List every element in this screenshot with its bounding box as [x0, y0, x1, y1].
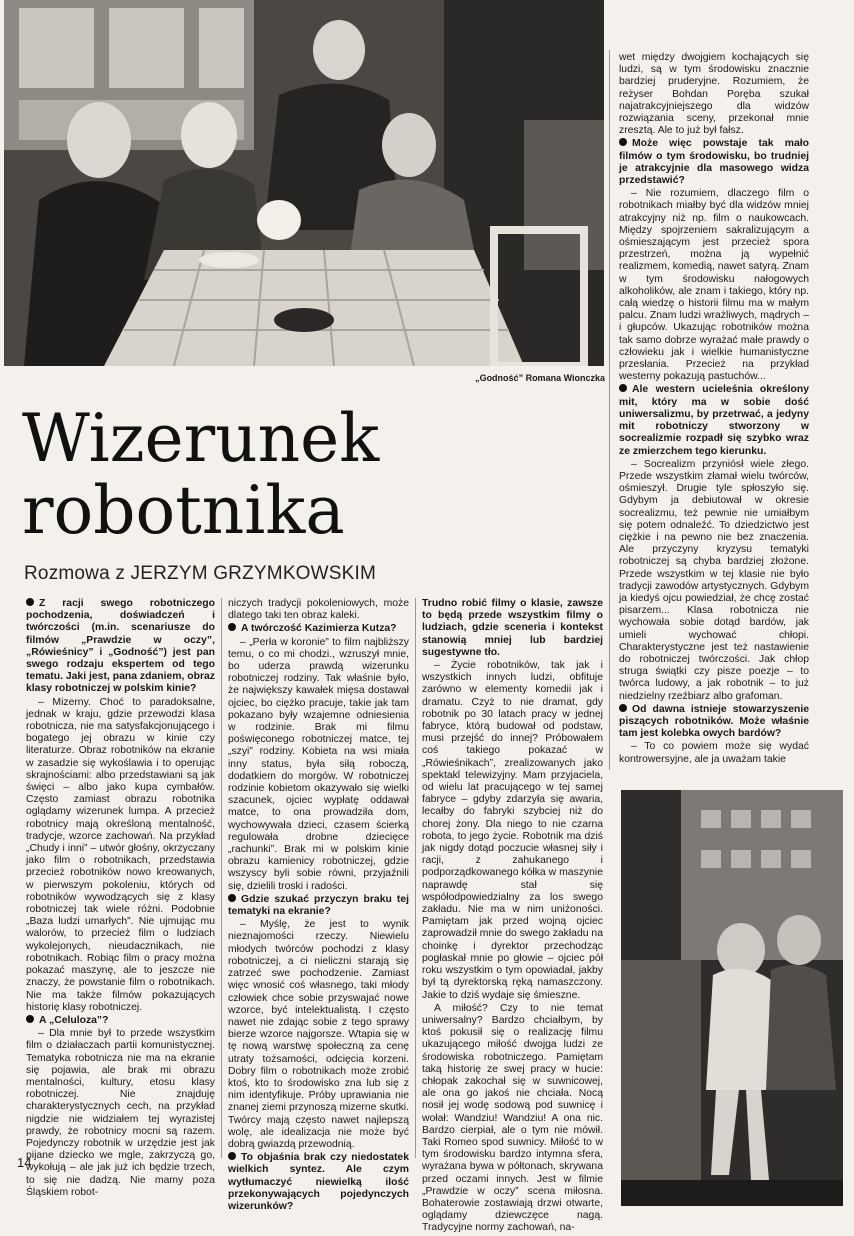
photo-caption: „Godność” Romana Wionczka	[475, 373, 605, 383]
bullet-dot-icon	[26, 598, 34, 606]
answer-paragraph: – Socrealizm przyniósł wiele złego. Przede wszystkim złamał wielu twórców, ośmieszył. Drugie tyle spłoszyło się. Gdybym ja debiutował w okresie socrealizmu, też pewnie nie umiałbym się potem odnaleźć. To dziedzictwo jest ciężkie i na pewno nie bez znaczenia. Ale przyczyny kryzysu tematyki robotniczej są chyba bardziej złożone. Przede wszystkim w tej klasie nie było tradycji zawodów artystycznych. Gdybym ja kiedyś ojcu powiedział, że chcę zostać pisarzem... Klasa robotnicza nie wychowała sobie dotąd bardów, jak umieli wychować chłopi. Charakterystyczne jest też nastawienie do robotniczej twórczości. Jak chłop struga świątki czy pisze poezje – to twórca ludowy, a jak robotnik – to już niedzielny rzeźbiarz albo grafoman.	[619, 458, 809, 702]
article-subtitle: Rozmowa z JERZYM GRZYMKOWSKIM	[24, 563, 377, 584]
question-paragraph: Z racji swego robotniczego pochodzenia, doświadczeń i twórczości (m.in. scenariusze do filmów „Prawdzie w oczy”, „Rówieśnicy” i „Godność”) jest pan swego rodzaju ekspertem od tego tematu. Jaki jest, pana zdaniem, obraz klasy robotniczej w polskim kinie?	[26, 598, 215, 695]
text-column-3	[422, 598, 603, 1236]
question-paragraph: Gdzie szukać przyczyn braku tej tematyki na ekranie?	[228, 893, 409, 918]
answer-paragraph: niczych tradycji pokoleniowych, może dlatego taki ten obraz kaleki.	[228, 598, 409, 622]
column-divider-2	[415, 598, 416, 1158]
bullet-dot-icon	[619, 384, 627, 392]
bullet-dot-icon	[228, 623, 236, 631]
answer-paragraph: – Myślę, że jest to wynik nieznajomości rzeczy. Niewielu młodych twórców pochodzi z klasy robotniczej, a ci nieliczni starają się zatrzeć swe pochodzenie. Zamiast więc wnosić coś własnego, taki młody człowiek chce sobie przyswajać nowe wzorce, być intelektualistą. I często nawet nie zdając sobie z tego sprawy bierze wzorce najgorsze. Wtapia się w tę nową warstwę społeczną za cenę utraty tożsamości, odcięcia korzeni. Dobry film o robotnikach może zrobić ktoś, kto to środowisko zna lub się z nim identyfikuje. Próby uprawiania nie znanej ziemi przynoszą mizerne skutki. Twórcy mają często nawet najlepszą wolę, ale idealizacja nie może być dobrą gwiazdą przewodnią.	[228, 919, 409, 1150]
bullet-dot-icon	[26, 1015, 34, 1023]
text-column-1	[26, 598, 215, 1200]
answer-paragraph: A miłość? Czy to nie temat uniwersalny? Bardzo chciałbym, by ktoś pokusił się o realizację filmu ukazującego miłość dwojga ludzi ze środowiska robotniczego. Pamiętam taką historię ze swej pracy w hucie: chłopak zakochał się w suwnicowej, ale ona go jakoś nie chciała. Nocą nosił jej wodę sodową pod suwnicę i wołał: Wandziu! Wandziu! A ona nic. Bardzo cierpiał, ale o tym nie mówił. Taki Romeo spod suwnicy. Miłość to w tym środowisku bardzo intymna sfera, wyrażana bywa w półtonach, skrywana przed oczami innych. Jest w filmie „Prawdzie w oczy” scena miłosna. Bohaterowie zostawiają drzwi otwarte, oglądamy dziewczęce nagą. Tradycyjne normy zachowań, na-	[422, 1002, 603, 1234]
bullet-dot-icon	[228, 894, 236, 902]
answer-paragraph: – Życie robotników, tak jak i wszystkich innych ludzi, obfituje zarówno w elementy komedii jak i dramatu. Czyż to nie dramat, gdy robotnik po 30 latach pracy w jednej fabryce, którą budował od podstaw, musi przejść do innej? Próbowałem coś takiego pokazać w „Rówieśnikach”, zrealizowanych jako spektakl telewizyjny. Mam przyjaciela, od wielu lat pracującego w tej samej fabryce – gdyby zdarzyła się awaria, lecałby do fabryki szybciej niż do chorej żony. Dla niego to nie czarna robota, to jego życie. Robotnik ma dziś jak nigdy dotąd poczucie własnej siły i racji, z zahukanego i podporządkowanego kółka w maszynie naprawdę stał się współodpowiedzialny za los swego zakładu. Nie ma w nim uniżoności. Pamiętam jak przed wojną ojciec zaprowadził mnie do swego zakładu na choinkę i dyrektor przechodząc pogłaskał mnie po głowie – ojciec pół roku wszystkim o tym opowiadał, jakby był tą dyrektorską ręką namaszczony. Jakie to dziś wydaje się śmieszne.	[422, 660, 603, 1001]
question-paragraph: Może więc powstaje tak mało filmów o tym środowisku, bo trudniej je atrakcyjnie dla masowego widza przedstawić?	[619, 138, 809, 187]
answer-paragraph: – Nie rozumiem, dlaczego film o robotnikach miałby być dla widzów mniej atrakcyjny niż np. film o naukowcach. Między spojrzeniem sakralizującym a ośmieszającym jest przecież spora przestrzeń, można ją wypełnić realizmem, komedią, nawet satyrą. Znam w tym środowisku nałogowych alkoholików, ale znam i takiego, który np. całą wiedzę o historii filmu ma w małym palcu. Znam ludzi wrażliwych, mądrych – i głupców. Ukazując robotników można tak samo dobrze wyrażać małe prawdy o człowieku jak i wielkie humanistyczne przesłania. Przecież na przykład westerny pokazują pastuchów...	[619, 188, 809, 383]
children-photo	[621, 790, 843, 1206]
question-paragraph: A „Celuloza”?	[26, 1015, 215, 1027]
column-divider-1	[221, 598, 222, 1158]
answer-paragraph: – To co powiem może się wydać kontrowersyjne, ale ja uważam takie	[619, 741, 809, 765]
bullet-dot-icon	[228, 1152, 236, 1160]
article-title-line2: robotnika	[22, 472, 345, 549]
bullet-dot-icon	[619, 138, 627, 146]
answer-paragraph: wet między dwojgiem kochających się ludzi, są w tym środowisku znacznie bardziej pruderyjne. Rozumiem, że reżyser Bohdan Poręba szukał najatrakcyjniejszego dla widzów rozwiązania sceny, przekonał mnie zresztą. Ale to już był fałsz.	[619, 52, 809, 137]
bullet-dot-icon	[619, 704, 627, 712]
question-paragraph: Trudno robić filmy o klasie, zawsze to będą przede wszystkim filmy o ludziach, gdzie sceneria i kontekst stanowią mniej lub bardziej sugestywne tło.	[422, 598, 603, 658]
answer-paragraph: – Mizerny. Choć to paradoksalne, jednak w kraju, gdzie przewodzi klasa robotnicza, nie ma satysfakcjonującego i bogatego jej obrazu w kinie czy literaturze. Obraz robotników na ekranie w zasadzie się wykoślawia i to operując skrajnościami: albo przedstawiani są jak święci – albo jako kupa cymbałów. Często zamiast obrazu robotnika oglądamy wizerunek lumpa. A przecież robotnicy mają określoną mentalność, tradycje, wzorce zachowań. Na przykład „Chudy i inni” – utwór głośny, okrzyczany jako film o robotnikach, przedstawia przecież robotników nowo kreowanych, w pierwszym pokoleniu, których od robotników wywodzących się z klasy robotniczej tak wiele różni. Podobnie „Baza ludzi umarłych”. Nie ujmując mu walorów, to przecież film o ludziach wykolejonych, nieudacznikach, nie robotnikach. Robiąc film o pracy można pokazać maszynę, ale to jeszcze nie znaczy, że powstanie film o robotnikach. Nie ma także filmów pokazujących historię klasy robotniczej.	[26, 696, 215, 1013]
text-column-2	[228, 598, 409, 1214]
film-still-photo	[4, 0, 604, 366]
text-column-4	[619, 52, 809, 767]
answer-paragraph: – „Perła w koronie” to film najbliższy temu, o co mi chodzi., wzruszył mnie, bo uderza prawdą wizerunku robotniczej rodziny. Tak właśnie było, że największy kawałek mięsa dostawał ojciec, bo ciężko pracuje, takie jak tam pokazano były wzajemne odniesienia w rodzinie. Brak mi filmu poświęconego robotniczej matce, tej „szyi” rodziny. Kobieta na wsi miała inny status, była siłą roboczą, dodatkiem do morgów. W robotniczej rodzinie kobietom okazywało się wielki szacunek, ojciec wypłatę oddawał matce, to ona prowadziła dom, wychowywała dzieci, czasem ścierką regulowała drobne dziecięce „rachunki”. Brak mi w polskim kinie obrazu kamienicy robotniczej, gdzie wszyscy byli sobie równi, przyjaźnili się, dzielili troski i radości.	[228, 636, 409, 892]
question-paragraph: Ale western ucieleśnia określony mit, który ma w sobie dość uniwersalizmu, by przetrwać, a jedyny mit robotniczy stworzony w socrealizmie rozpadł się szybko wraz ze zmierzchem tego kierunku.	[619, 384, 809, 457]
page-number: 14	[17, 1155, 32, 1170]
question-paragraph: A twórczość Kazimierza Kutza?	[228, 623, 409, 635]
question-paragraph: To objaśnia brak czy niedostatek wielkich syntez. Ale czym wytłumaczyć niewielką ilość przekonywających pojedynczych wizerunków?	[228, 1152, 409, 1212]
question-paragraph: Od dawna istnieje stowarzyszenie piszących robotników. Może właśnie tam jest kolebka owych bardów?	[619, 703, 809, 740]
column-divider-3	[609, 50, 610, 770]
article-title-line1: Wizerunek	[22, 400, 380, 477]
answer-paragraph: – Dla mnie był to przede wszystkim film o działaczach partii komunistycznej. Tematyka robotnicza nie ma na ekranie się pojawia, ale brak mi obrazu mentalności, kultury, etosu klasy robotniczej. Nie znajduję charakterystycznych cech, na przykład nigdzie nie widziałem tej wyrazistej prawdy, że robotnicy mocni są razem. Pojedynczy robotnik w urzędzie jest jak pijane dziecko we mgle, zakrzyczą go, wykołują – ale jak już ich będzie trzech, to się nie dadzą. Nie mamy poza Śląskiem robot-	[26, 1028, 215, 1198]
